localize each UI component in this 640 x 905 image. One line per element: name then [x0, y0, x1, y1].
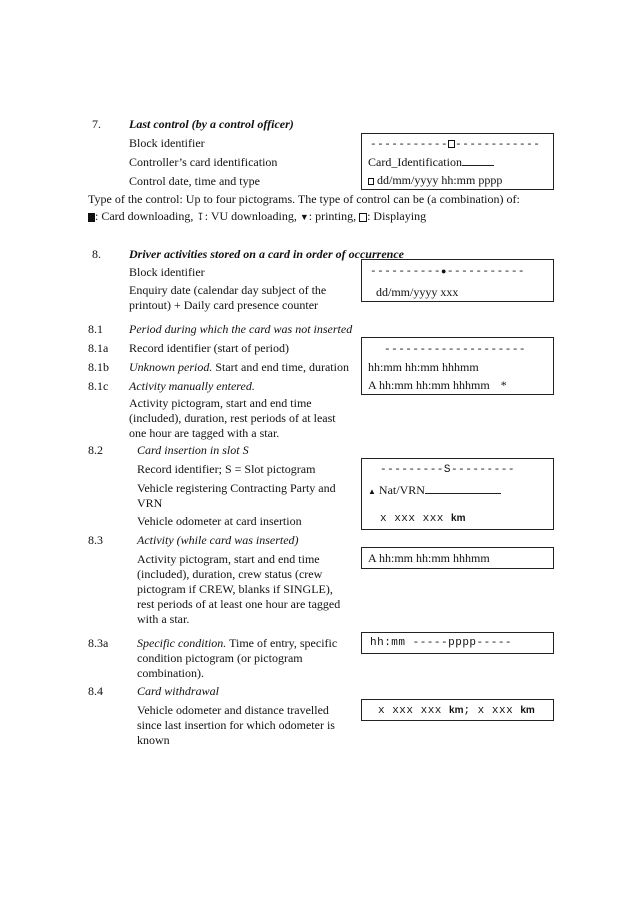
dashes-right: ------------: [455, 139, 541, 151]
section-8-2-record-identifier: Record identifier; S = Slot pictogram: [137, 462, 316, 476]
section-8-2-box-line-3: [380, 511, 465, 527]
card-identification-value: Card_Identification: [368, 155, 462, 169]
specific-condition-desc: Time of entry, specific condition pictogram (or pictogram combination).: [137, 636, 338, 680]
section-8-1-box-line-3: [368, 378, 507, 393]
section-8-4-number: 8.4: [88, 684, 103, 698]
km-unit-2: km: [520, 705, 535, 716]
section-8-1c-number: 8.1c: [88, 379, 109, 393]
section-8-2-box-line-1: ---------S---------: [380, 464, 515, 476]
nat-vrn-value: Nat/VRN: [378, 483, 425, 497]
underline: [462, 155, 494, 166]
section-8-2-vehicle-registering: Vehicle registering Contracting Party and VRN: [137, 481, 336, 510]
note-card: : Card downloading,: [95, 209, 194, 223]
section-8-3a-number: 8.3a: [88, 636, 109, 650]
section-7-box-line-2: [368, 155, 494, 170]
section-7-note-line-2: [88, 209, 426, 225]
section-8-3-printout-box: [361, 547, 554, 569]
displaying-icon: [359, 213, 367, 222]
km-unit-1: km: [449, 705, 464, 716]
section-8-number: 8.: [92, 247, 101, 261]
section-8-1b-text: [129, 360, 349, 375]
section-7-control-date-label: Control date, time and type: [129, 174, 260, 188]
card-download-icon: [88, 213, 95, 222]
section-8-3-number: 8.3: [88, 533, 103, 547]
section-8-3-box-line-1: A hh:mm hh:mm hhhmm: [368, 551, 490, 565]
note-print: : printing,: [308, 209, 357, 223]
section-8-box-line-1: [370, 265, 525, 280]
dashes-left: -----------: [370, 139, 449, 151]
vehicle-icon: ▲: [368, 487, 376, 496]
control-date-value: dd/mm/yyyy hh:mm pppp: [377, 173, 503, 187]
section-8-title: Driver activities stored on a card in order of occurrence: [129, 247, 404, 261]
dashes-right: -----------: [446, 266, 526, 278]
section-8-1c-desc: Activity pictogram, start and end time (included), duration, rest periods of at least one hour are tagged with a star.: [129, 396, 336, 440]
section-8-printout-box: [361, 259, 554, 302]
distance-value: ; x xxx: [463, 705, 514, 717]
section-8-2-title: Card insertion in slot S: [137, 443, 249, 457]
note-vu: : VU downloading,: [204, 209, 297, 223]
section-8-1a-text: Record identifier (start of period): [129, 341, 289, 355]
rest-star: *: [500, 378, 507, 392]
unknown-period-desc: Start and end time, duration: [215, 360, 349, 374]
note-display: : Displaying: [367, 209, 427, 223]
section-8-2-printout-box: [361, 458, 554, 530]
section-8-3-title: Activity (while card was inserted): [137, 533, 299, 547]
printing-icon: ▼: [299, 212, 309, 222]
section-8-2-box-line-2: [368, 483, 501, 499]
section-8-1c-title: Activity manually entered.: [129, 379, 255, 393]
section-8-1-box-line-1: --------------------: [384, 344, 527, 356]
section-7-number: 7.: [92, 117, 101, 131]
manual-activity-value: A hh:mm hh:mm hhhmm: [368, 378, 490, 392]
section-7-box-line-1: [370, 138, 540, 153]
section-8-2-odometer: Vehicle odometer at card insertion: [137, 514, 302, 528]
section-8-3-desc: Activity pictogram, start and end time (included), duration, crew status (crew pictogram if CREW, blanks if SINGLE), rest periods of at least one hour are tagged with a star.: [137, 552, 341, 626]
section-8-3a-box-line-1: hh:mm -----pppp-----: [370, 637, 513, 649]
section-8-2-number: 8.2: [88, 443, 103, 457]
section-8-1-number: 8.1: [88, 322, 103, 336]
section-8-1a-number: 8.1a: [88, 341, 109, 355]
section-7-note-line-1: Type of the control: Up to four pictograms. The type of control can be (a combination) of:: [88, 192, 520, 206]
section-8-4-title: Card withdrawal: [137, 684, 219, 698]
section-8-4-box-line-1: [378, 703, 535, 719]
odometer-value: x xxx xxx: [378, 705, 442, 717]
section-8-4-desc: Vehicle odometer and distance travelled since last insertion for which odometer is known: [137, 703, 335, 747]
calendar-day-icon: ●: [441, 267, 447, 277]
section-7-title: Last control (by a control officer): [129, 117, 294, 131]
km-unit: km: [451, 513, 466, 524]
vu-download-icon: ↧: [196, 212, 205, 223]
underline: [425, 483, 501, 494]
section-8-box-line-2: dd/mm/yyyy xxx: [376, 285, 459, 299]
control-type-icon: [368, 178, 374, 185]
section-7-printout-box: [361, 133, 554, 190]
section-8-enquiry-date: Enquiry date (calendar day subject of the printout) + Daily card presence counter: [129, 283, 327, 312]
section-8-4-printout-box: [361, 699, 554, 721]
section-8-1-printout-box: [361, 337, 554, 395]
unknown-period-title: Unknown period.: [129, 360, 213, 374]
section-8-block-identifier: Block identifier: [129, 265, 205, 279]
section-8-1-title: Period during which the card was not inserted: [129, 322, 353, 336]
section-8-1-box-line-2: hh:mm hh:mm hhhmm: [368, 360, 479, 374]
section-8-3a-text: [137, 636, 349, 681]
odometer-value: x xxx xxx: [380, 513, 444, 525]
section-7-box-line-3: [368, 173, 502, 188]
specific-condition-title: Specific condition.: [137, 636, 227, 650]
section-8-3a-printout-box: [361, 632, 554, 654]
section-8-1b-number: 8.1b: [88, 360, 109, 374]
section-7-controller-card-label: Controller’s card identification: [129, 155, 278, 169]
dashes-left: ----------: [370, 266, 442, 278]
section-7-block-identifier: Block identifier: [129, 136, 205, 150]
